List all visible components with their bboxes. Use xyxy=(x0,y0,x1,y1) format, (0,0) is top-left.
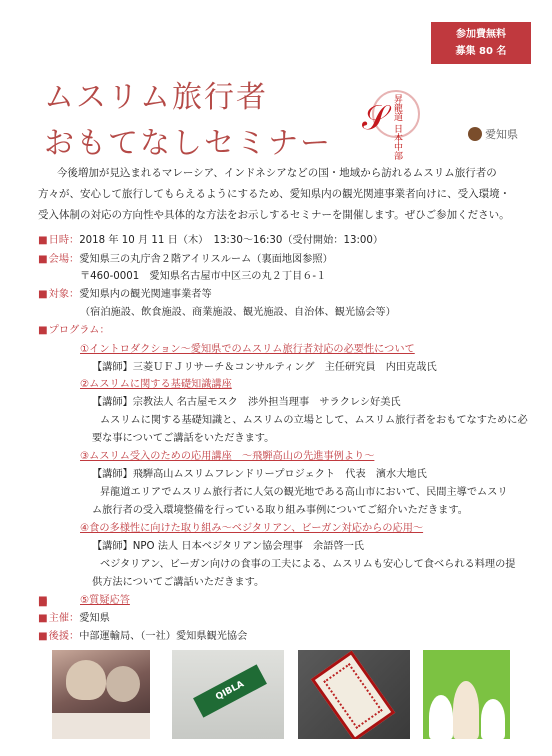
program-item-desc: ムスリムに関する基礎知識と、ムスリムの立場として、ムスリム旅行者をおもてなすために必 xyxy=(100,415,528,426)
qibla-sign: QIBLA xyxy=(193,664,267,717)
page-title-line2: おもてなしセミナー xyxy=(44,126,332,161)
program-header: ■ プログラム： xyxy=(38,324,110,338)
dragon-icon: 𝒮 xyxy=(362,98,389,138)
program-item-title: ②ムスリムに関する基礎知識講座 xyxy=(80,379,232,390)
program-item-speaker: 【講師】NPO 法人 日本ベジタリアン協会理事 余語啓一氏 xyxy=(92,541,364,552)
photo-prayer-rug xyxy=(298,650,410,739)
photo-illustration xyxy=(423,650,510,739)
program-item-title: ⑤質疑応答 xyxy=(80,595,130,606)
program-item-speaker: 【講師】宗教法人 名古屋モスク 渉外担当理事 サラクレシ好美氏 xyxy=(92,397,401,408)
datetime-value: 2018 年 10 月 11 日（木） 13:30～16:30（受付開始：13:00） xyxy=(79,235,384,246)
datetime-row: ■ 日時：2018 年 10 月 11 日（木） 13:30～16:30（受付開始：13:00） xyxy=(38,234,383,248)
program-item-title: ④食の多様性に向けた取り組み～ベジタリアン、ビーガン対応からの応用～ xyxy=(80,523,424,534)
target-detail: （宿泊施設、飲食施設、商業施設、観光施設、自治体、観光協会等） xyxy=(80,307,396,318)
program-item-desc: ベジタリアン、ビーガン向けの食事の工夫による、ムスリムも安心して食べられる料理の提 xyxy=(100,559,516,570)
page-title-line1: ムスリム旅行者 xyxy=(44,80,268,115)
capacity-text: 募集 80 名 xyxy=(455,46,507,57)
program-item-title: ③ムスリム受入のための応用講座 ～飛騨高山の先進事例より～ xyxy=(80,451,375,462)
photo-qibla-sign xyxy=(172,650,284,739)
venue-row: ■ 会場：愛知県三の丸庁舎２階アイリスルーム（裏面地図参照） xyxy=(38,253,333,267)
program-item-desc: 要な事についてご講話をいただきます。 xyxy=(92,433,275,444)
organizer-value: 愛知県 xyxy=(79,613,110,624)
support-value: 中部運輸局、（一社）愛知県観光協会 xyxy=(79,631,248,642)
program-item-desc: 供方法についてご講話いただきます。 xyxy=(92,577,265,588)
aichi-logo xyxy=(468,126,518,142)
photo-dining xyxy=(52,650,150,739)
venue-value: 愛知県三の丸庁舎２階アイリスルーム（裏面地図参照） xyxy=(79,254,333,265)
shoryudo-emblem xyxy=(358,84,420,160)
program-item-speaker: 【講師】飛騨高山ムスリムフレンドリープロジェクト 代表 濱水大地氏 xyxy=(92,469,427,480)
fee-badge xyxy=(431,22,531,64)
aichi-mark-icon xyxy=(468,127,482,141)
aichi-logo-text: 愛知県 xyxy=(485,128,518,141)
target-value: 愛知県内の観光関連事業者等 xyxy=(79,289,212,300)
venue-address: 〒460-0001 愛知県名古屋市中区三の丸２丁目６-１ xyxy=(80,271,327,282)
free-fee-text: 参加費無料 xyxy=(456,29,506,40)
intro-paragraph: 今後増加が見込まれるマレーシア、インドネシアなどの国・地域から訪れるムスリム旅行者の方々が、安心して旅行してもらえるようにするため、愛知県内の観光関連事業者向けに、受入環境・受入体制の対応の方向性や具体的な方法をお示しするセミナーを開催します。ぜひご参加ください。 xyxy=(38,167,511,221)
support-line: ■ 後援：中部運輸局、（一社）愛知県観光協会 xyxy=(38,630,247,644)
program-item-title: ①イントロダクション～愛知県でのムスリム旅行者対応の必要性について xyxy=(80,344,415,355)
target-row: ■ 対象：愛知県内の観光関連事業者等 xyxy=(38,288,212,302)
prayer-rug-icon xyxy=(311,651,396,739)
program-item-speaker: 【講師】三菱ＵＦＪリサーチ＆コンサルティング 主任研究員 内田克哉氏 xyxy=(92,362,437,373)
emblem-text: 昇龍道 日本中部 xyxy=(392,94,402,160)
program-item-desc: 昇龍道エリアでムスリム旅行者に人気の観光地である高山市において、民間主導でムスリ xyxy=(100,487,508,498)
program-item-desc: ム旅行者の受入環境整備を行っている取り組み事例についてご紹介いただきます。 xyxy=(92,505,468,516)
organizer-line: ■ 主催：愛知県 xyxy=(38,612,110,626)
